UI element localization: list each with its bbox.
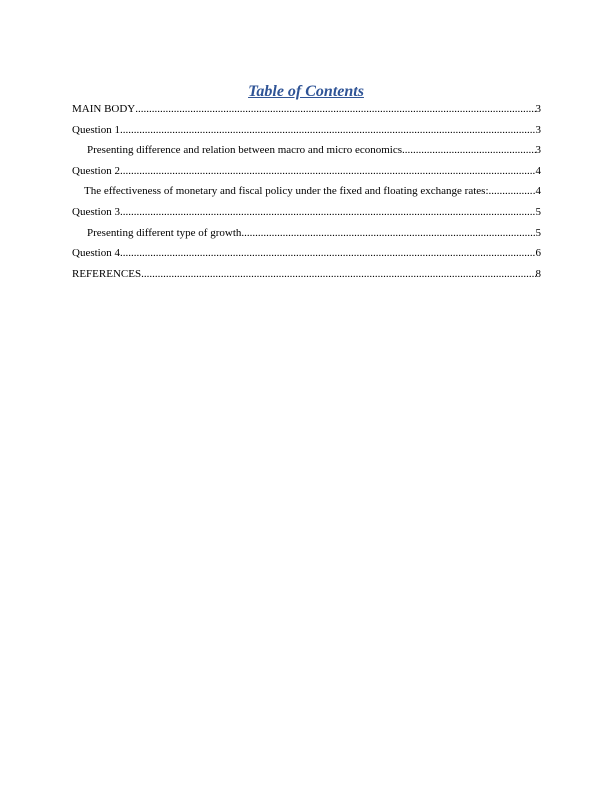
toc-entry-text: REFERENCES <box>72 267 142 280</box>
toc-entry-main-body[interactable] <box>72 103 541 116</box>
toc-entry-text: Question 4 <box>72 247 120 260</box>
toc-page-number: .4 <box>532 185 541 198</box>
toc-page-number: 4 <box>535 164 541 177</box>
toc-entry-text: Question 3 <box>72 205 120 218</box>
toc-entry-text: Presenting difference and relation between macro and micro economics <box>87 144 403 157</box>
toc-entry-text: MAIN BODY <box>72 103 136 115</box>
toc-dot-leader <box>120 247 536 260</box>
toc-entry-text: Question 2 <box>72 164 120 177</box>
toc-dot-leader <box>120 165 536 178</box>
toc-entry-macro-micro[interactable] <box>72 144 541 157</box>
toc-page-number: 6 <box>535 247 541 260</box>
toc-dot-leader <box>489 185 533 198</box>
toc-page-number: 3 <box>535 103 541 115</box>
toc-title: Table of Contents <box>248 83 364 100</box>
toc-page-number: 5 <box>535 226 541 239</box>
toc-entry-question-2[interactable] <box>72 165 541 178</box>
toc-page-number: 8 <box>535 267 541 280</box>
toc-entry-question-4[interactable] <box>72 247 541 260</box>
toc-dot-leader <box>120 206 536 219</box>
toc-entry-references[interactable] <box>72 268 541 281</box>
toc-dot-leader <box>141 268 535 281</box>
toc-entry-question-1[interactable] <box>72 124 541 137</box>
toc-page-number: 3 <box>535 123 541 136</box>
toc-entry-text: Question 1 <box>72 123 120 136</box>
toc-dot-leader <box>120 124 536 137</box>
toc-dot-leader <box>402 144 535 157</box>
toc-entry-types-of-growth[interactable] <box>72 227 541 240</box>
toc-page-number: 3 <box>535 144 541 157</box>
toc-entry-monetary-fiscal[interactable] <box>72 185 541 198</box>
toc-entry-text: The effectiveness of monetary and fiscal policy under the fixed and floating exchange rates: <box>84 185 489 198</box>
toc-list <box>72 103 541 281</box>
toc-entry-question-3[interactable] <box>72 206 541 219</box>
toc-dot-leader <box>241 227 535 240</box>
toc-entry-text: Presenting different type of growth <box>87 226 242 239</box>
toc-dot-leader <box>135 103 535 116</box>
toc-page-number: 5 <box>535 205 541 218</box>
